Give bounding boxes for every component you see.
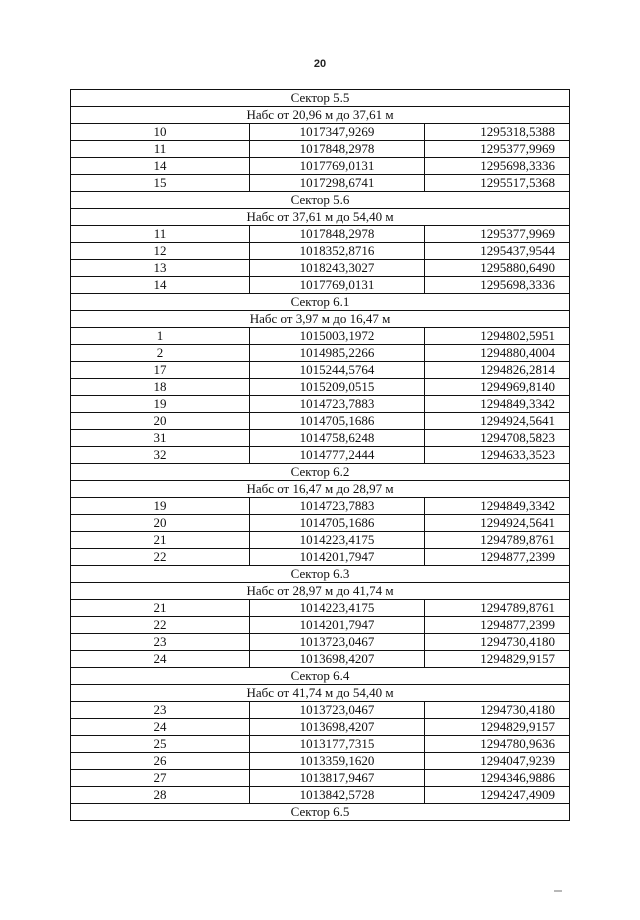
y-coordinate-cell: 1294877,2399: [425, 617, 570, 634]
table-row: [71, 651, 570, 668]
table-row: [71, 753, 570, 770]
point-number-cell: 15: [71, 175, 250, 192]
x-coordinate-cell: 1013817,9467: [250, 770, 425, 787]
x-coordinate-cell: 1013359,1620: [250, 753, 425, 770]
y-coordinate-cell: 1295698,3336: [425, 277, 570, 294]
sector-height-range: Набс от 37,61 м до 54,40 м: [71, 209, 570, 226]
sector-title: Сектор 6.3: [71, 566, 570, 583]
y-coordinate-cell: 1294247,4909: [425, 787, 570, 804]
table-row: [71, 532, 570, 549]
table-row: [71, 770, 570, 787]
table-row: [71, 345, 570, 362]
y-coordinate-cell: 1294789,8761: [425, 532, 570, 549]
point-number-cell: 18: [71, 379, 250, 396]
y-coordinate-cell: 1294829,9157: [425, 719, 570, 736]
y-coordinate-cell: 1294969,8140: [425, 379, 570, 396]
point-number-cell: 12: [71, 243, 250, 260]
table-row: [71, 328, 570, 345]
coordinates-table: [70, 89, 570, 821]
point-number-cell: 25: [71, 736, 250, 753]
x-coordinate-cell: 1014201,7947: [250, 617, 425, 634]
point-number-cell: 2: [71, 345, 250, 362]
point-number-cell: 13: [71, 260, 250, 277]
table-row: [71, 362, 570, 379]
point-number-cell: 23: [71, 634, 250, 651]
y-coordinate-cell: 1294730,4180: [425, 702, 570, 719]
sector-height-range: Набс от 20,96 м до 37,61 м: [71, 107, 570, 124]
sector-title-row: [71, 192, 570, 209]
sector-range-row: [71, 481, 570, 498]
x-coordinate-cell: 1013698,4207: [250, 651, 425, 668]
sector-height-range: Набс от 28,97 м до 41,74 м: [71, 583, 570, 600]
x-coordinate-cell: 1013842,5728: [250, 787, 425, 804]
table-row: [71, 413, 570, 430]
y-coordinate-cell: 1294780,9636: [425, 736, 570, 753]
x-coordinate-cell: 1014985,2266: [250, 345, 425, 362]
y-coordinate-cell: 1294802,5951: [425, 328, 570, 345]
coordinates-table-body: [71, 90, 570, 821]
x-coordinate-cell: 1015244,5764: [250, 362, 425, 379]
x-coordinate-cell: 1018243,3027: [250, 260, 425, 277]
table-row: [71, 243, 570, 260]
x-coordinate-cell: 1017769,0131: [250, 158, 425, 175]
point-number-cell: 1: [71, 328, 250, 345]
x-coordinate-cell: 1017347,9269: [250, 124, 425, 141]
table-row: [71, 277, 570, 294]
x-coordinate-cell: 1014223,4175: [250, 600, 425, 617]
sector-height-range: Набс от 41,74 м до 54,40 м: [71, 685, 570, 702]
x-coordinate-cell: 1013723,0467: [250, 634, 425, 651]
sector-range-row: [71, 583, 570, 600]
x-coordinate-cell: 1013698,4207: [250, 719, 425, 736]
table-row: [71, 447, 570, 464]
y-coordinate-cell: 1294789,8761: [425, 600, 570, 617]
point-number-cell: 24: [71, 719, 250, 736]
sector-title: Сектор 6.4: [71, 668, 570, 685]
point-number-cell: 31: [71, 430, 250, 447]
x-coordinate-cell: 1014705,1686: [250, 515, 425, 532]
point-number-cell: 24: [71, 651, 250, 668]
y-coordinate-cell: 1294924,5641: [425, 413, 570, 430]
y-coordinate-cell: 1294880,4004: [425, 345, 570, 362]
sector-range-row: [71, 685, 570, 702]
sector-title: Сектор 5.6: [71, 192, 570, 209]
y-coordinate-cell: 1294047,9239: [425, 753, 570, 770]
y-coordinate-cell: 1295318,5388: [425, 124, 570, 141]
x-coordinate-cell: 1017769,0131: [250, 277, 425, 294]
point-number-cell: 10: [71, 124, 250, 141]
y-coordinate-cell: 1295437,9544: [425, 243, 570, 260]
x-coordinate-cell: 1017848,2978: [250, 226, 425, 243]
y-coordinate-cell: 1294730,4180: [425, 634, 570, 651]
sector-title: Сектор 6.1: [71, 294, 570, 311]
sector-height-range: Набс от 16,47 м до 28,97 м: [71, 481, 570, 498]
point-number-cell: 11: [71, 141, 250, 158]
sector-title-row: [71, 668, 570, 685]
page-number: 20: [313, 58, 327, 70]
table-row: [71, 600, 570, 617]
table-row: [71, 498, 570, 515]
point-number-cell: 32: [71, 447, 250, 464]
x-coordinate-cell: 1014758,6248: [250, 430, 425, 447]
point-number-cell: 21: [71, 532, 250, 549]
table-row: [71, 515, 570, 532]
x-coordinate-cell: 1017848,2978: [250, 141, 425, 158]
table-row: [71, 141, 570, 158]
y-coordinate-cell: 1295698,3336: [425, 158, 570, 175]
point-number-cell: 14: [71, 158, 250, 175]
sector-title: Сектор 5.5: [71, 90, 570, 107]
y-coordinate-cell: 1295377,9969: [425, 226, 570, 243]
y-coordinate-cell: 1294849,3342: [425, 396, 570, 413]
y-coordinate-cell: 1294877,2399: [425, 549, 570, 566]
y-coordinate-cell: 1295517,5368: [425, 175, 570, 192]
x-coordinate-cell: 1014777,2444: [250, 447, 425, 464]
table-row: [71, 175, 570, 192]
x-coordinate-cell: 1015209,0515: [250, 379, 425, 396]
point-number-cell: 28: [71, 787, 250, 804]
sector-height-range: Набс от 3,97 м до 16,47 м: [71, 311, 570, 328]
table-row: [71, 260, 570, 277]
table-row: [71, 396, 570, 413]
sector-range-row: [71, 209, 570, 226]
sector-title: Сектор 6.2: [71, 464, 570, 481]
point-number-cell: 21: [71, 600, 250, 617]
point-number-cell: 22: [71, 549, 250, 566]
table-row: [71, 430, 570, 447]
point-number-cell: 22: [71, 617, 250, 634]
y-coordinate-cell: 1294708,5823: [425, 430, 570, 447]
point-number-cell: 26: [71, 753, 250, 770]
sector-title-row: [71, 294, 570, 311]
point-number-cell: 20: [71, 515, 250, 532]
x-coordinate-cell: 1014201,7947: [250, 549, 425, 566]
table-row: [71, 379, 570, 396]
point-number-cell: 14: [71, 277, 250, 294]
y-coordinate-cell: 1294826,2814: [425, 362, 570, 379]
point-number-cell: 19: [71, 396, 250, 413]
x-coordinate-cell: 1013723,0467: [250, 702, 425, 719]
point-number-cell: 23: [71, 702, 250, 719]
y-coordinate-cell: 1294346,9886: [425, 770, 570, 787]
sector-range-row: [71, 107, 570, 124]
x-coordinate-cell: 1018352,8716: [250, 243, 425, 260]
point-number-cell: 27: [71, 770, 250, 787]
point-number-cell: 19: [71, 498, 250, 515]
y-coordinate-cell: 1294849,3342: [425, 498, 570, 515]
scan-mark: [554, 890, 562, 892]
table-row: [71, 158, 570, 175]
x-coordinate-cell: 1014223,4175: [250, 532, 425, 549]
x-coordinate-cell: 1014723,7883: [250, 396, 425, 413]
point-number-cell: 20: [71, 413, 250, 430]
y-coordinate-cell: 1295377,9969: [425, 141, 570, 158]
sector-title-row: [71, 804, 570, 821]
table-row: [71, 549, 570, 566]
point-number-cell: 11: [71, 226, 250, 243]
table-row: [71, 736, 570, 753]
sector-title-row: [71, 566, 570, 583]
x-coordinate-cell: 1014723,7883: [250, 498, 425, 515]
y-coordinate-cell: 1294633,3523: [425, 447, 570, 464]
sector-range-row: [71, 311, 570, 328]
table-row: [71, 719, 570, 736]
sector-title: Сектор 6.5: [71, 804, 570, 821]
point-number-cell: 17: [71, 362, 250, 379]
x-coordinate-cell: 1017298,6741: [250, 175, 425, 192]
x-coordinate-cell: 1015003,1972: [250, 328, 425, 345]
y-coordinate-cell: 1294924,5641: [425, 515, 570, 532]
y-coordinate-cell: 1295880,6490: [425, 260, 570, 277]
x-coordinate-cell: 1013177,7315: [250, 736, 425, 753]
x-coordinate-cell: 1014705,1686: [250, 413, 425, 430]
table-row: [71, 124, 570, 141]
table-row: [71, 702, 570, 719]
sector-title-row: [71, 90, 570, 107]
table-row: [71, 226, 570, 243]
y-coordinate-cell: 1294829,9157: [425, 651, 570, 668]
sector-title-row: [71, 464, 570, 481]
table-row: [71, 617, 570, 634]
table-row: [71, 787, 570, 804]
table-row: [71, 634, 570, 651]
